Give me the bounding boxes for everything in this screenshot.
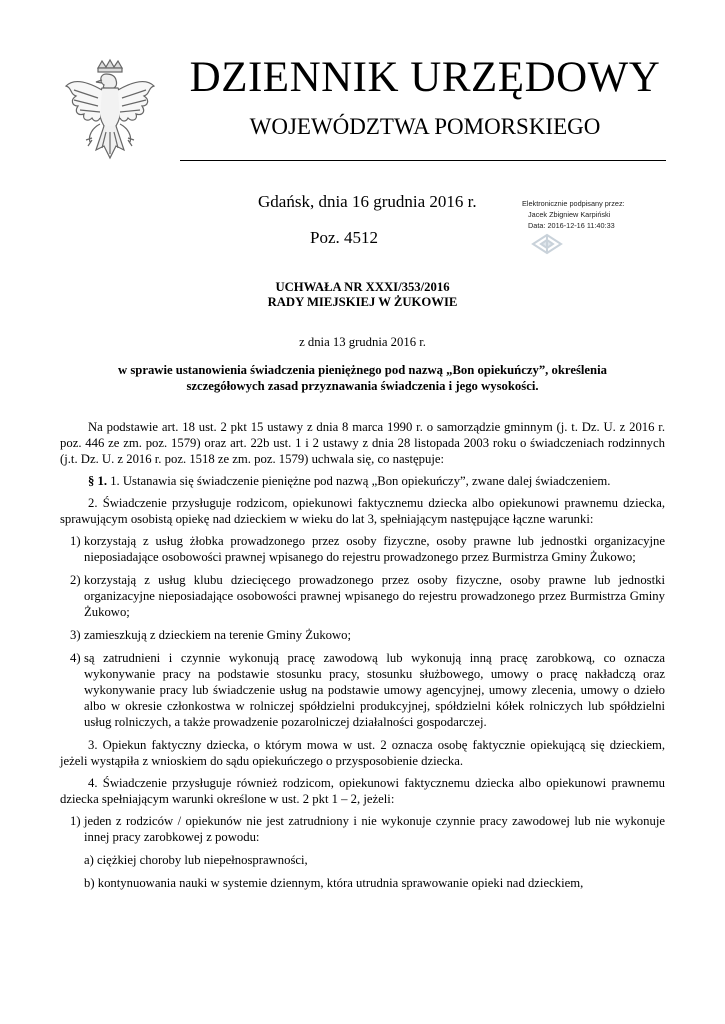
preamble: Na podstawie art. 18 ust. 2 pkt 15 ustawy z dnia 8 marca 1990 r. o samorządzie gminnym (j. t. Dz. U. z 2016 r. poz. 446 ze zm. poz. 1579) oraz art. 22b ust. 1 i 2 ustawy z dnia 28 listopada 2003 roku o świadczeniach rodzinnych (j.t. Dz. U. z 2016 r. poz. 1518 ze zm. poz. 1579) uchwala się, co następuje: xyxy=(60,420,665,466)
journal-title: DZIENNIK URZĘDOWY xyxy=(189,54,661,101)
list-item-number: 4) xyxy=(70,651,81,665)
list-item-number: 1) xyxy=(70,814,81,828)
list-item-number: 1) xyxy=(70,534,81,548)
resolution-subject xyxy=(80,362,645,394)
header-divider xyxy=(180,160,666,161)
list-item-text: są zatrudnieni i czynnie wykonują pracę zawodową lub wykonują inną pracę zarobkową, co oznacza wykonywanie pracy na podstawie stosunku pracy, stosunku służbowego, umowy o pracę nakładczą oraz wykonywanie pracy lub świadczenie usług na podstawie umowy agencyjnej, umowy zlecenia, umowy o dzieło albo w okresie członkostwa w rolniczej spółdzielni produkcyjnej, spółdzielni kółek rolniczych lub spółdzielni usług rolniczych, a także prowadzenie pozarolniczej działalności gospodarczej. xyxy=(84,651,665,729)
position-number: Poz. 4512 xyxy=(310,228,378,247)
sub-item: b) kontynuowania nauki w systemie dziennym, która utrudnia sprawowanie opieki nad dzieckiem, xyxy=(84,876,584,890)
signature-label: Elektronicznie podpisany przez: xyxy=(522,199,625,208)
list-item xyxy=(60,572,665,620)
section-2: 2. Świadczenie przysługuje rodzicom, opiekunowi faktycznemu dziecka albo opiekunowi prawnemu dziecka, sprawującym osobistą opiekę nad dzieckiem w wieku do lat 3, spełniającym następujące łączne warunki: xyxy=(60,496,665,526)
resolution-council: RADY MIEJSKIEJ W ŻUKOWIE xyxy=(267,295,458,309)
paragraph-1 xyxy=(60,473,665,489)
section-4: 4. Świadczenie przysługuje również rodzicom, opiekunowi faktycznemu dziecka albo opiekunowi prawnemu dziecka spełniającym warunki określone w ust. 2 pkt 1 – 2, jeżeli: xyxy=(60,776,665,806)
list-item-number: 3) xyxy=(70,628,81,642)
paragraph-mark: § 1. xyxy=(88,474,108,488)
list-item-text: zamieszkują z dzieckiem na terenie Gminy Żukowo; xyxy=(84,628,352,642)
resolution-number: UCHWAŁA NR XXXI/353/2016 xyxy=(275,280,450,294)
list-item-number: 2) xyxy=(70,573,81,587)
resolution-title xyxy=(0,280,725,310)
subject-line-2: szczegółowych zasad przyznawania świadczenia i jego wysokości. xyxy=(186,379,539,393)
list-item xyxy=(60,627,665,643)
signature-date: Data: 2016-12-16 11:40:33 xyxy=(528,221,615,230)
list-item-text: korzystają z usług klubu dziecięcego prowadzonego przez osoby fizyczne, osoby prawne lub jednostki organizacyjne nieposiadające osobowości prawnej wpisanego do rejestru prowadzonego przez Burmistrza Gminy Żukowo; xyxy=(84,573,665,619)
list-item-text: korzystają z usług żłobka prowadzonego przez osoby fizyczne, osoby prawne lub jednostki organizacyjne nieposiadające osobowości prawnej wpisanego do rejestru prowadzonego przez Burmistrza Gminy Żukowo; xyxy=(84,534,665,564)
document-body xyxy=(60,419,665,898)
publication-place-date: Gdańsk, dnia 16 grudnia 2016 r. xyxy=(258,192,477,211)
list-item xyxy=(60,813,665,845)
section-3: 3. Opiekun faktyczny dziecka, o którym mowa w ust. 2 oznacza osobę faktycznie opiekującą się dzieckiem, jeżeli wystąpiła z wnioskiem do sądu opiekuńczego o przysposobienie dziecka. xyxy=(60,738,665,768)
list-item-text: jeden z rodziców / opiekunów nie jest zatrudniony i nie wykonuje czynnie pracy zawodowej lub nie wykonuje innej pracy zarobkowej z powodu: xyxy=(84,814,665,844)
list-item xyxy=(60,533,665,565)
polish-eagle-emblem xyxy=(62,58,158,166)
journal-subtitle: WOJEWÓDZTWA POMORSKIEGO xyxy=(249,114,601,139)
paragraph-1-text: 1. Ustanawia się świadczenie pieniężne pod nazwą „Bon opiekuńczy”, zwane dalej świadczeniem. xyxy=(107,474,611,488)
signature-signer: Jacek Zbigniew Karpiński xyxy=(528,210,611,219)
resolution-date: z dnia 13 grudnia 2016 r. xyxy=(299,335,426,349)
signature-seal-icon xyxy=(530,232,564,256)
electronic-signature xyxy=(522,198,625,231)
subject-line-1: w sprawie ustanowienia świadczenia pieniężnego pod nazwą „Bon opiekuńczy”, określenia xyxy=(118,363,607,377)
list-item xyxy=(60,650,665,730)
sub-item: a) ciężkiej choroby lub niepełnosprawności, xyxy=(84,853,308,867)
